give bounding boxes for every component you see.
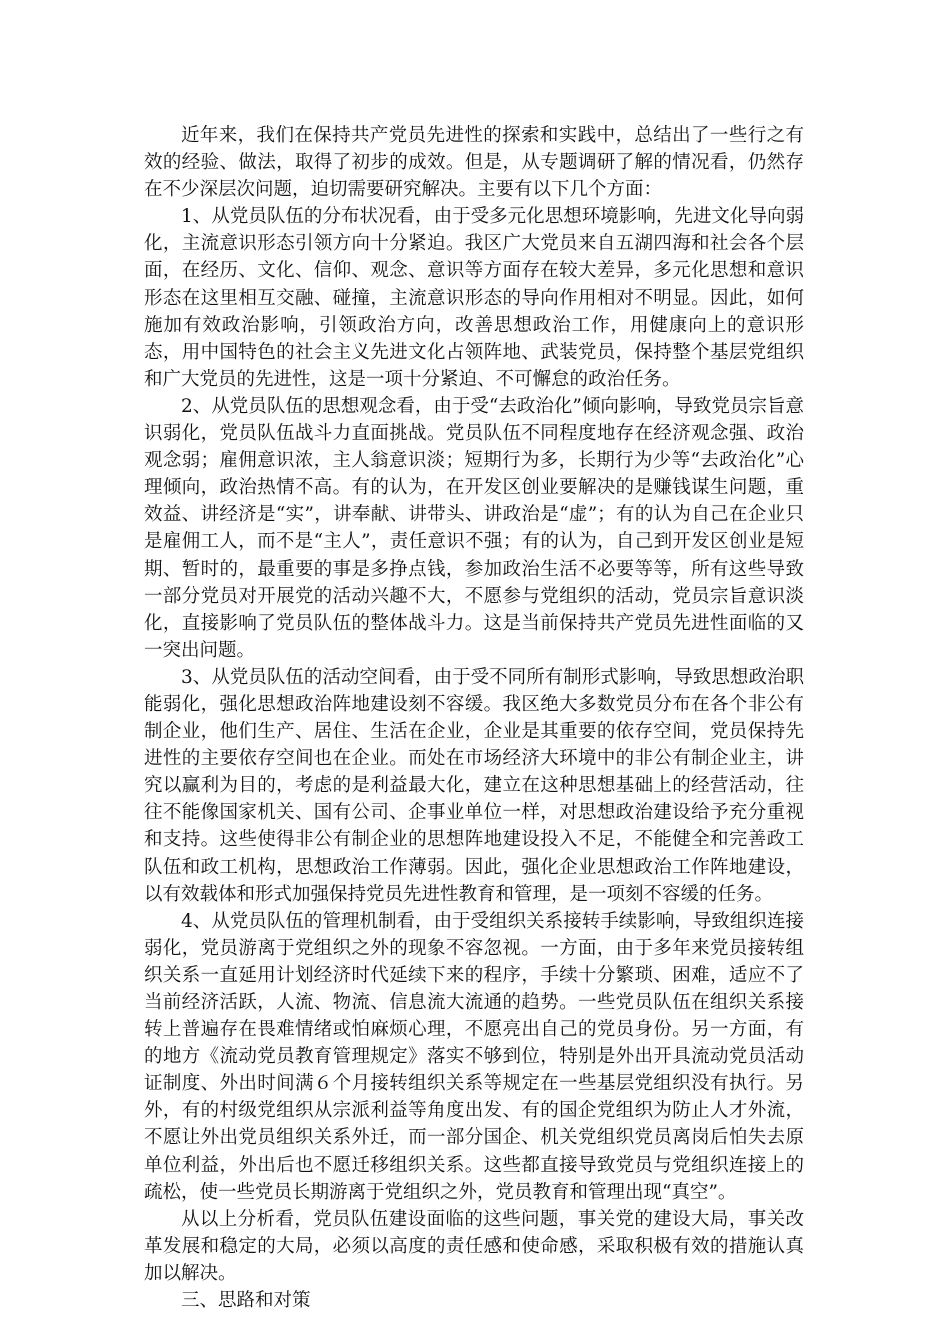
- document-body: [144, 122, 804, 1314]
- paragraph-conclusion: 从以上分析看，党员队伍建设面临的这些问题，事关党的建设大局，事关改革发展和稳定的大局，必须以高度的责任感和使命感，采取积极有效的措施认真加以解决。: [144, 1208, 804, 1284]
- paragraph-point-3: 3、从党员队伍的活动空间看，由于受不同所有制形式影响，导致思想政治职能弱化，强化思想政治阵地建设刻不容缓。我区绝大多数党员分布在各个非公有制企业，他们生产、居住、生活在企业，企业是其重要的依存空间，党员保持先进性的主要依存空间也在企业。而处在市场经济大环境中的非公有制企业主，讲究以赢利为目的，考虑的是利益最大化，建立在这种思想基础上的经营活动，往往不能像国家机关、国有公司、企事业单位一样，对思想政治建设给予充分重视和支持。这些使得非公有制企业的思想阵地建设投入不足，不能健全和完善政工队伍和政工机构，思想政治工作薄弱。因此，强化企业思想政治工作阵地建设，以有效载体和形式加强保持党员先进性教育和管理，是一项刻不容缓的任务。: [144, 666, 804, 905]
- section-heading: 三、思路和对策: [181, 1290, 311, 1312]
- paragraph-intro: 近年来，我们在保持共产党员先进性的探索和实践中，总结出了一些行之有效的经验、做法，取得了初步的成效。但是，从专题调研了解的情况看，仍然存在不少深层次问题，迫切需要研究解决。主要有以下几个方面：: [144, 125, 804, 201]
- paragraph-point-1: 1、从党员队伍的分布状况看，由于受多元化思想环境影响，先进文化导向弱化，主流意识形态引领方向十分紧迫。我区广大党员来自五湖四海和社会各个层面，在经历、文化、信仰、观念、意识等方面存在较大差异，多元化思想和意识形态在这里相互交融、碰撞，主流意识形态的导向作用相对不明显。因此，如何施加有效政治影响，引领政治方向，改善思想政治工作，用健康向上的意识形态，用中国特色的社会主义先进文化占领阵地、武装党员，保持整个基层党组织和广大党员的先进性，这是一项十分紧迫、不可懈怠的政治任务。: [144, 206, 804, 390]
- paragraph-point-2: 2、从党员队伍的思想观念看，由于受“去政治化”倾向影响，导致党员宗旨意识弱化，党员队伍战斗力直面挑战。党员队伍不同程度地存在经济观念强、政治观念弱；雇佣意识浓，主人翁意识淡；短期行为多，长期行为少等“去政治化”心理倾向，政治热情不高。有的认为，在开发区创业要解决的是赚钱谋生问题，重效益、讲经济是“实”，讲奉献、讲带头、讲政治是“虚”；有的认为自己在企业只是雇佣工人，而不是“主人”，责任意识不强；有的认为，自己到开发区创业是短期、暂时的，最重要的事是多挣点钱，参加政治生活不必要等等，所有这些导致一部分党员对开展党的活动兴趣不大，不愿参与党组织的活动，党员宗旨意识淡化，直接影响了党员队伍的整体战斗力。这是当前保持共产党员先进性面临的又一突出问题。: [144, 395, 804, 661]
- paragraph-point-4: 4、从党员队伍的管理机制看，由于受组织关系接转手续影响，导致组织连接弱化，党员游离于党组织之外的现象不容忽视。一方面，由于多年来党员接转组织关系一直延用计划经济时代延续下来的程序，手续十分繁琐、困难，适应不了当前经济活跃，人流、物流、信息流大流通的趋势。一些党员队伍在组织关系接转上普遍存在畏难情绪或怕麻烦心理，不愿亮出自己的党员身份。另一方面，有的地方《流动党员教育管理规定》落实不够到位，特别是外出开具流动党员活动证制度、外出时间满６个月接转组织关系等规定在一些基层党组织没有执行。另外，有的村级党组织从宗派利益等角度出发、有的国企党组织为防止人才外流，不愿让外出党员组织关系外迁，而一部分国企、机关党组织党员离岗后怕失去原单位利益，外出后也不愿迁移组织关系。这些都直接导致党员与党组织连接上的疏松，使一些党员长期游离于党组织之外，党员教育和管理出现“真空”。: [144, 910, 804, 1203]
